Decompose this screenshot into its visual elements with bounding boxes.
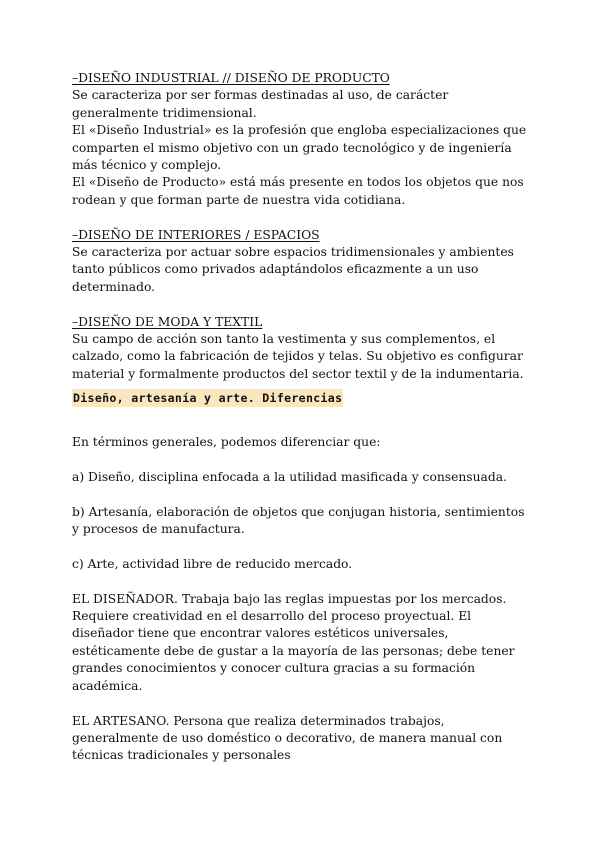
paragraph: Se caracteriza por ser formas destinadas al uso, de carácter generalmente tridimensional.	[72, 88, 449, 120]
heading-diseno-industrial: –DISEÑO INDUSTRIAL // DISEÑO DE PRODUCTO	[72, 71, 390, 85]
list-item-a: a) Diseño, disciplina enfocada a la utilidad masificada y consensuada.	[72, 469, 507, 484]
spacer	[72, 209, 532, 226]
list-item-c: c) Arte, actividad libre de reducido mercado.	[72, 556, 353, 571]
paragraph: Su campo de acción son tanto la vestimenta y sus complementos, el calzado, como la fabricación de tejidos y telas. Su objetivo es configurar material y formalmente productos del sector textil y de la indumentaria.	[72, 332, 524, 381]
paragraph: El «Diseño Industrial» es la profesión que engloba especializaciones que comparten el mismo objetivo con un grado tecnológico y de ingeniería más técnico y complejo.	[72, 123, 527, 173]
spacer	[72, 573, 532, 590]
spacer	[72, 486, 532, 503]
section-title-wrap	[72, 390, 532, 407]
list-item-b: b) Artesanía, elaboración de objetos que conjugan historia, sentimientos y procesos de manufactura.	[72, 504, 525, 537]
intro-text: En términos generales, podemos diferenciar que:	[72, 435, 381, 450]
heading-diseno-moda: –DISEÑO DE MODA Y TEXTIL	[72, 314, 263, 329]
spacer	[72, 695, 532, 712]
artesano-paragraph: EL ARTESANO. Persona que realiza determinados trabajos, generalmente de uso doméstico o decorativo, de manera manual con técnicas tradicionales y personales	[72, 713, 503, 763]
spacer	[72, 538, 532, 555]
heading-diseno-interiores: –DISEÑO DE INTERIORES / ESPACIOS	[72, 227, 320, 242]
highlighted-section-title: Diseño, artesanía y arte. Diferencias	[73, 391, 343, 406]
spacer	[72, 417, 532, 434]
paragraph: Se caracteriza por actuar sobre espacios tridimensionales y ambientes tanto públicos como privados adaptándolos eficazmente a un uso determinado.	[72, 245, 514, 294]
disenador-paragraph: EL DISEÑADOR. Trabaja bajo las reglas impuestas por los mercados. Requiere creatividad en el desarrollo del proceso proyectual. El diseñador tiene que encontrar valores estéticos universales, estéticamente debe de gustar a la mayoría de las personas; debe tener grandes conocimientos y conocer cultura gracias a su formación académica.	[72, 591, 515, 693]
paragraph: El «Diseño de Producto» está más presente en todos los objetos que nos rodean y que forman parte de nuestra vida cotidiana.	[72, 175, 524, 207]
spacer	[72, 296, 532, 313]
spacer	[72, 451, 532, 468]
document-page	[72, 70, 532, 765]
